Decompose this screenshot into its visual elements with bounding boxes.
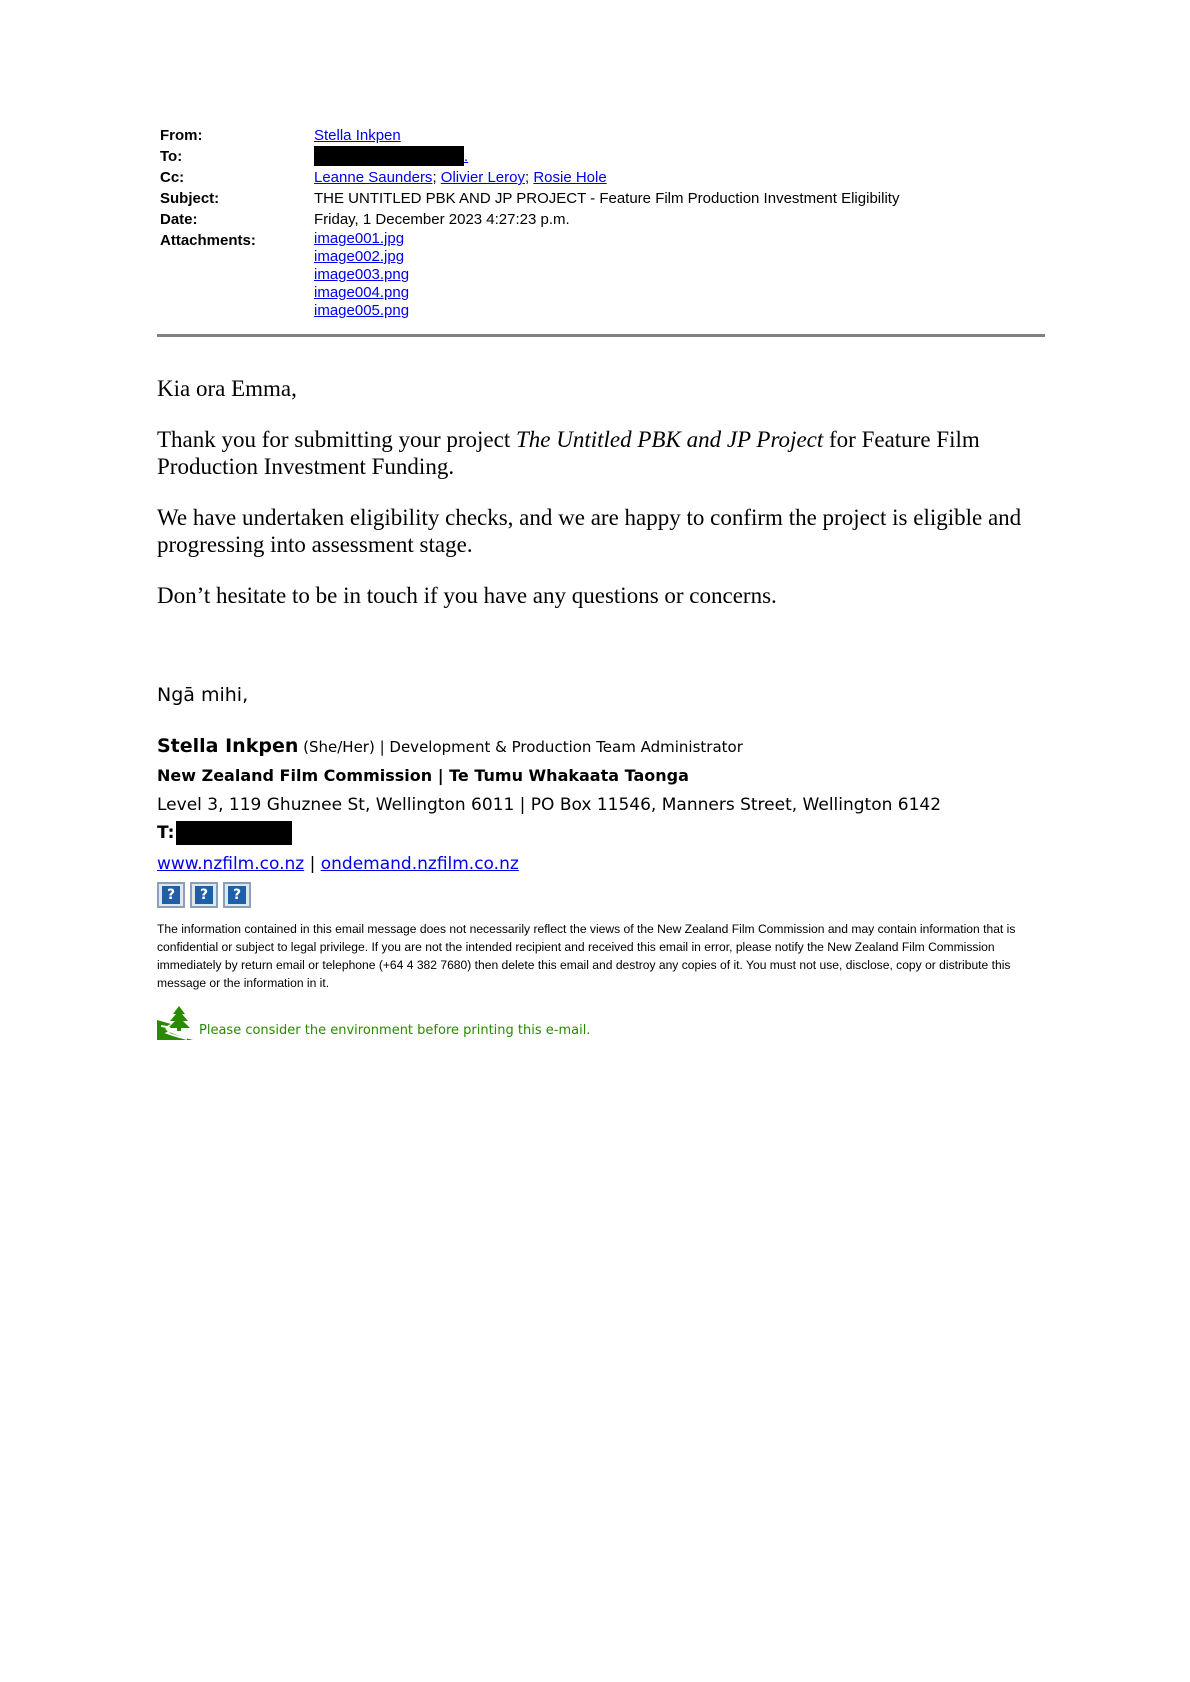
signature-block [157, 684, 1057, 1040]
greeting: Kia ora Emma, [157, 376, 297, 401]
signature-name-line [157, 732, 1057, 761]
attachment-link[interactable]: image005.png [314, 302, 410, 319]
legal-disclaimer: The information contained in this email message does not necessarily reflect the views of the New Zealand Film Commission and may contain information that is confidential or subject to legal privilege. If you are not the intended recipient and received this email in error, please notify the New Zealand Film Commission immediately by return email or telephone (+64 4 382 7680) then delete this email and destroy any copies of it. You must not use, disclose, copy or distribute this message or the information in it. [157, 922, 1016, 990]
signature-address: Level 3, 119 Ghuznee St, Wellington 6011 | PO Box 11546, Manners Street, Wellington 6142 [157, 795, 942, 815]
project-title: The Untitled PBK and JP Project [516, 427, 824, 452]
attachment-link[interactable]: image003.png [314, 266, 410, 283]
missing-image-icon[interactable] [190, 882, 218, 908]
p1-text-after: for Feature Film Production Investment Funding. [157, 427, 980, 479]
cc-link[interactable]: Leanne Saunders [314, 169, 433, 186]
attachment-list [314, 230, 409, 320]
paragraph-3: Don’t hesitate to be in touch if you have any questions or concerns. [157, 583, 777, 608]
paragraph-1 [157, 426, 1057, 480]
attachments-row [160, 230, 1050, 320]
redacted-recipient [314, 146, 464, 166]
cc-link[interactable]: Rosie Hole [533, 169, 607, 186]
sign-off: Ngā mihi, [157, 684, 249, 706]
p1-text-before: Thank you for submitting your project [157, 427, 516, 452]
tree-road-icon [157, 1006, 193, 1040]
signature-org: New Zealand Film Commission | Te Tumu Whakaata Taonga [157, 766, 689, 785]
cc-separator: ; [524, 169, 534, 186]
attachment-link[interactable]: image004.png [314, 284, 410, 301]
attachment-link[interactable]: image002.jpg [314, 248, 405, 265]
tel-label: T: [157, 823, 175, 843]
signature-telephone [157, 819, 1057, 847]
social-icons [157, 882, 1057, 908]
question-mark-glyph: ? [195, 886, 213, 904]
to-row [160, 146, 1050, 167]
eco-text: Please consider the environment before printing this e-mail. [199, 1023, 591, 1038]
cc-label: Cc: [160, 169, 185, 186]
date-label: Date: [160, 211, 198, 228]
email-header [160, 125, 1050, 320]
missing-image-icon[interactable] [157, 882, 185, 908]
cc-row [160, 167, 1050, 188]
website-link[interactable]: www.nzfilm.co.nz [157, 854, 305, 874]
paragraph-2: We have undertaken eligibility checks, and we are happy to confirm the project is eligible and progressing into assessment stage. [157, 505, 1022, 557]
question-mark-glyph: ? [162, 886, 180, 904]
header-divider [157, 334, 1045, 337]
email-body [157, 375, 1057, 633]
cc-link[interactable]: Olivier Leroy [440, 169, 525, 186]
missing-image-icon[interactable] [223, 882, 251, 908]
web-separator: | [304, 854, 321, 874]
attachment-link[interactable]: image001.jpg [314, 230, 405, 247]
subject-row [160, 188, 1050, 209]
attachments-label: Attachments: [160, 232, 256, 249]
date-value: Friday, 1 December 2023 4:27:23 p.m. [314, 211, 570, 228]
question-mark-glyph: ? [228, 886, 246, 904]
eco-notice [157, 1006, 1057, 1040]
signature-name: Stella Inkpen [157, 735, 299, 757]
ondemand-link[interactable]: ondemand.nzfilm.co.nz [320, 854, 519, 874]
subject-label: Subject: [160, 190, 220, 207]
from-label: From: [160, 127, 203, 144]
from-row [160, 125, 1050, 146]
to-suffix: . [464, 148, 469, 165]
signature-websites [157, 849, 1057, 879]
date-row [160, 209, 1050, 230]
subject-value: THE UNTITLED PBK AND JP PROJECT - Feature Film Production Investment Eligibility [314, 190, 900, 207]
from-link[interactable]: Stella Inkpen [314, 127, 401, 144]
to-label: To: [160, 148, 183, 165]
signature-role: (She/Her) | Development & Production Team Administrator [298, 738, 743, 756]
redacted-phone [176, 821, 292, 845]
cc-separator: ; [432, 169, 441, 186]
